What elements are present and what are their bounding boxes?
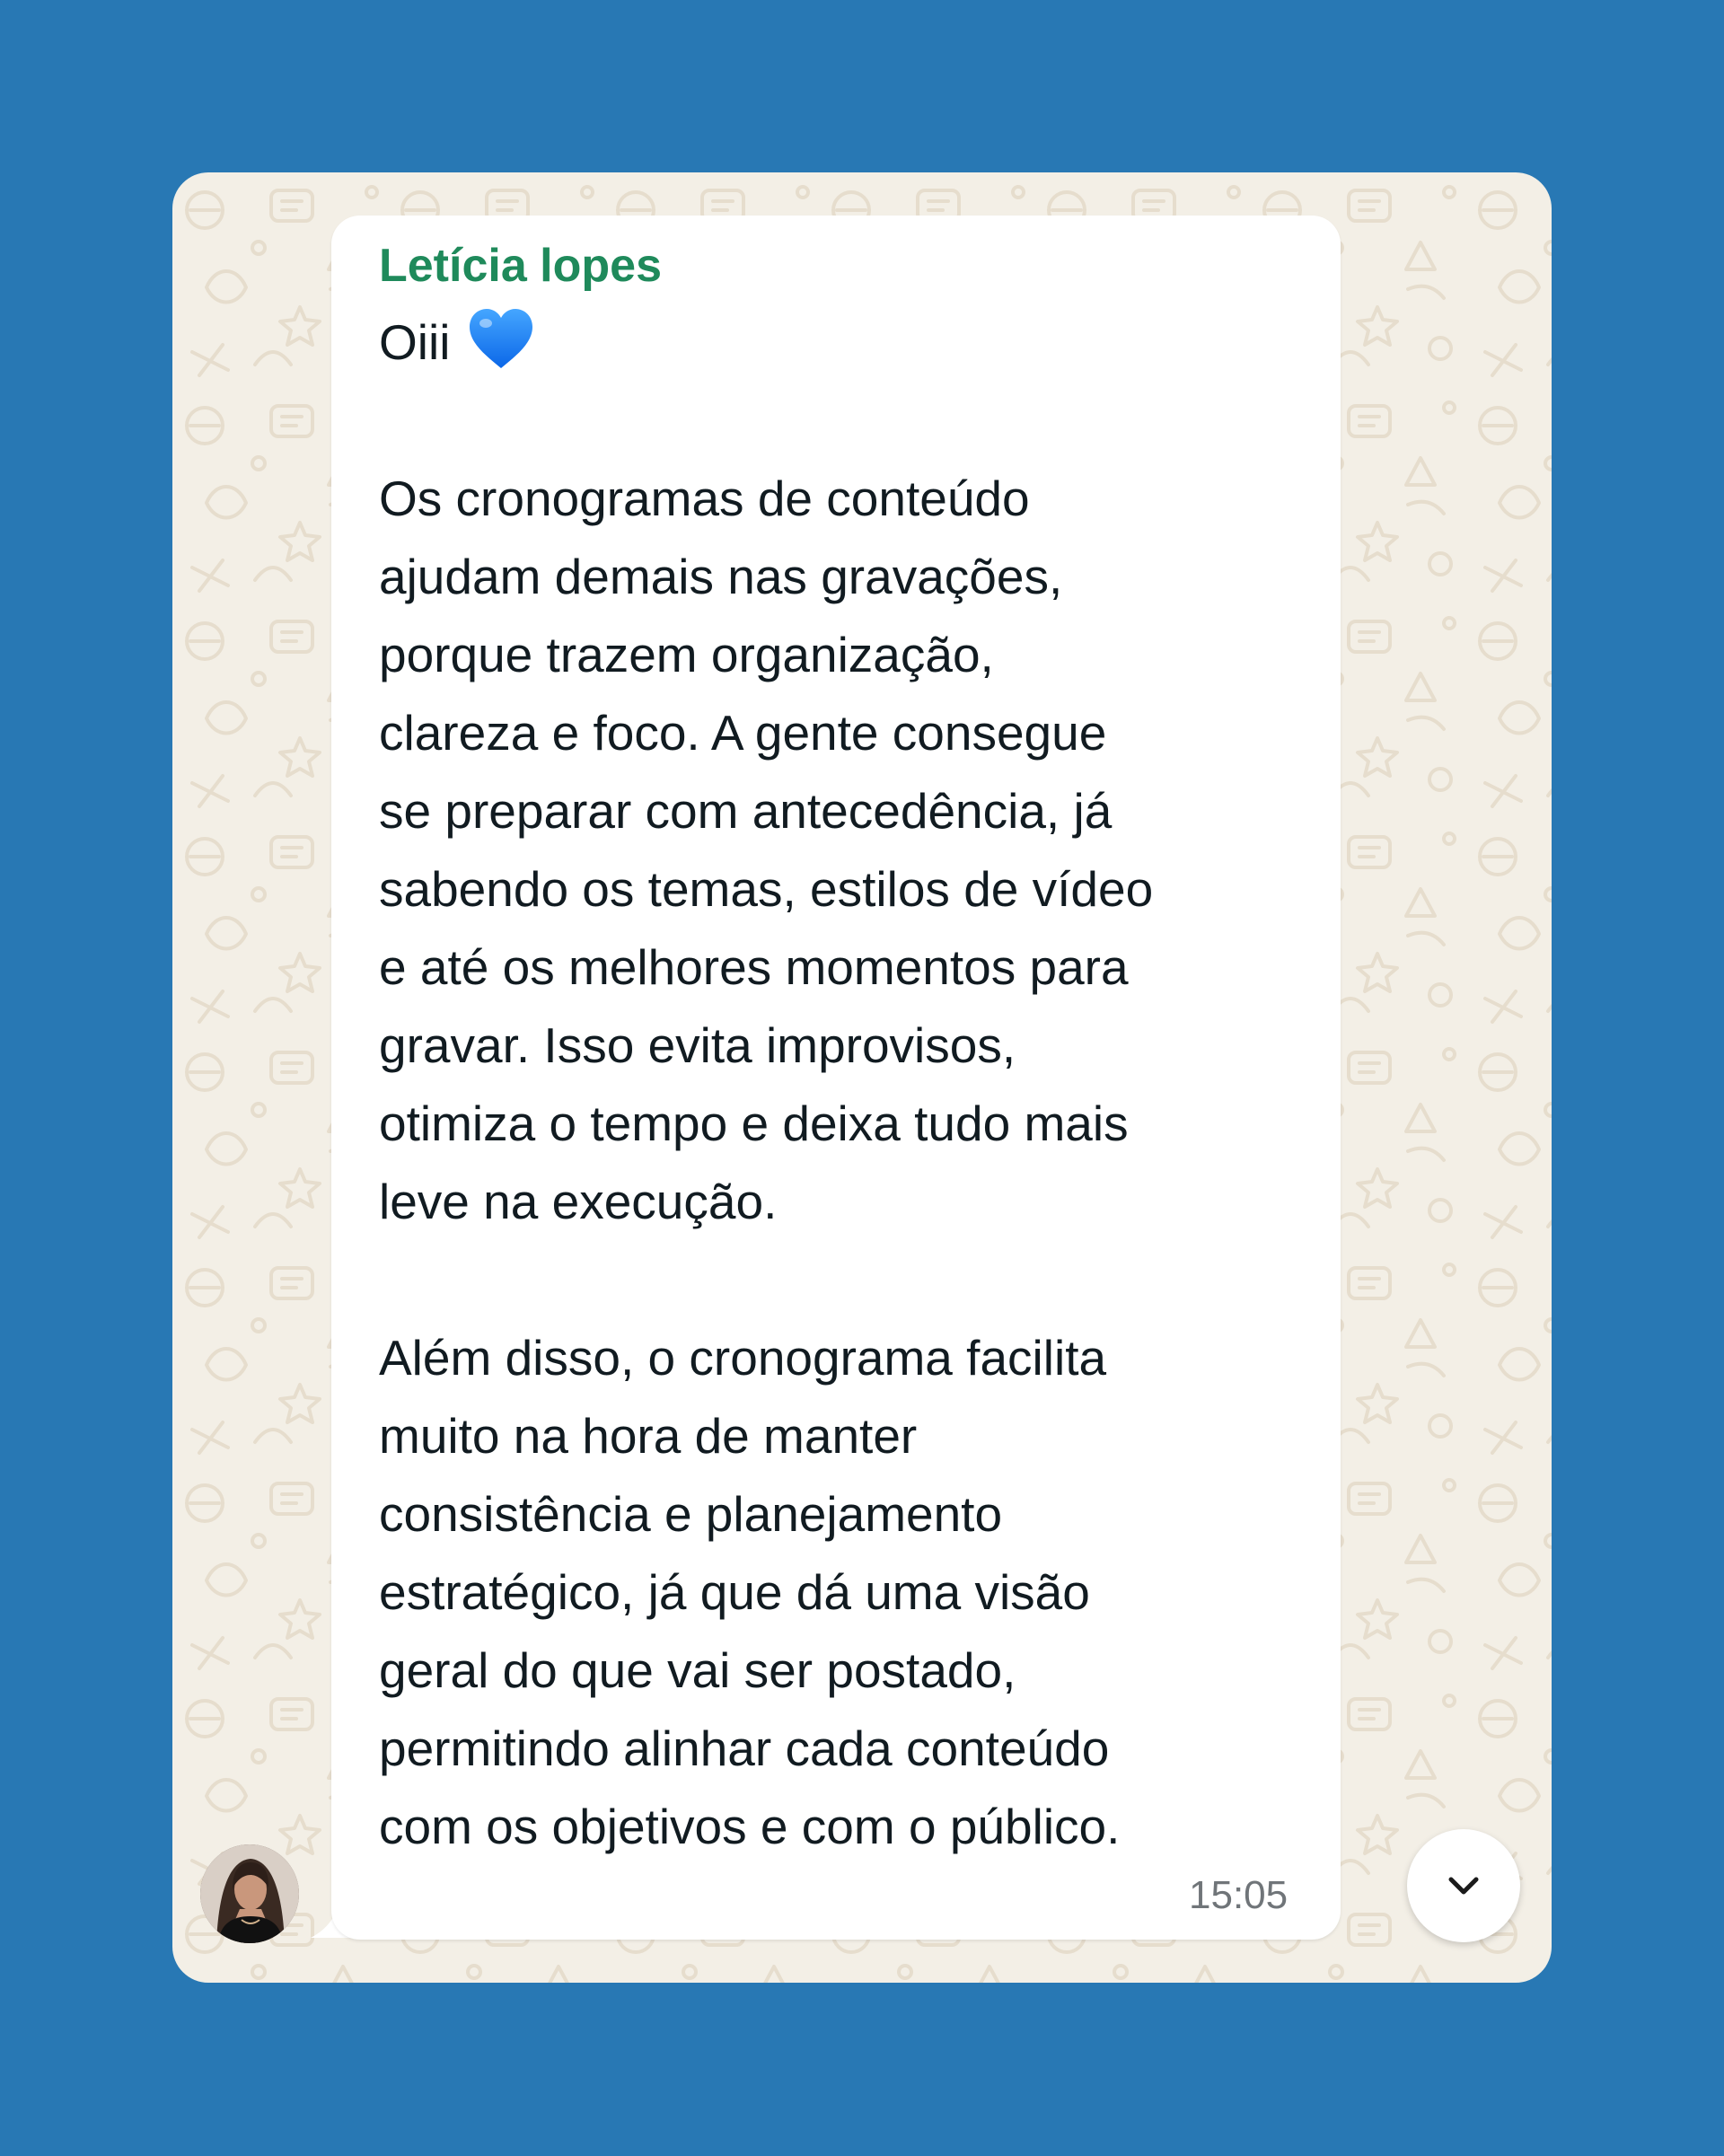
avatar-image <box>200 1844 299 1943</box>
chevron-down-icon <box>1442 1864 1485 1907</box>
contact-avatar[interactable] <box>200 1844 299 1943</box>
scroll-to-bottom-button[interactable] <box>1407 1829 1520 1942</box>
blue-heart-icon <box>466 305 536 372</box>
greeting-text: Oiii <box>379 314 451 370</box>
message-timestamp: 15:05 <box>1189 1873 1289 1917</box>
message-body: Os cronogramas de conteúdo ajudam demais nas gravações, porque trazem organização, clareza e foco. A gente consegue se preparar com antecedência, já sabendo os temas, estilos de vídeo e até os melhores momentos para gravar. Isso evita improvisos, otimiza o tempo e deixa tudo mais leve na execução. Além disso, o cronograma facilita muito na hora de manter consistência e planejamento estratégico, já que dá uma visão geral do que vai ser postado, permitindo alinhar cada conteúdo com os objetivos e com o público. <box>379 471 1154 1854</box>
chat-window <box>172 172 1552 1983</box>
sender-name[interactable]: Letícia lopes <box>379 240 662 292</box>
message-text <box>379 304 1340 1866</box>
